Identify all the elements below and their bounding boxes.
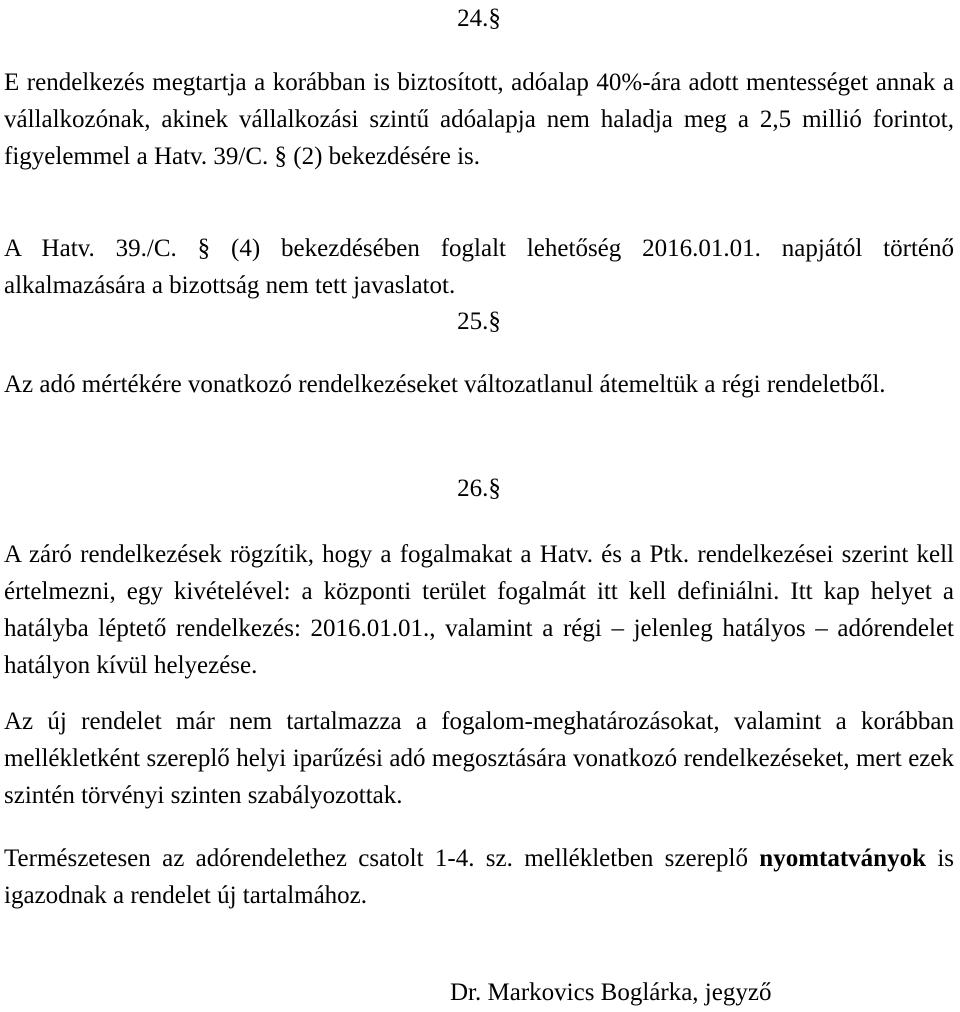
paragraph-3-lead: Természetesen az adórendelethez csatolt 1-4. sz. mellékletben szereplő <box>4 845 748 872</box>
section-25-paragraph-block <box>4 366 954 403</box>
section-26-paragraph-1-block <box>4 536 954 684</box>
section-26-paragraph-3 <box>4 840 954 914</box>
section-25 <box>4 303 954 340</box>
paragraph-3-bold-term: nyomtatványok <box>759 845 926 872</box>
section-26-heading: 26.§ <box>457 475 501 502</box>
section-26 <box>4 470 954 507</box>
section-26-paragraph-3-block <box>4 840 954 914</box>
section-26-paragraph-2: Az új rendelet már nem tartalmazza a fogalom-meghatározásokat, valamint a korábban mellékletként szereplő helyi iparűzési adó megosztására vonatkozó rendelkezéseket, mert ezek szintén törvényi szinten szabályozottak. <box>4 708 954 809</box>
section-26-paragraph-1: A záró rendelkezések rögzítik, hogy a fogalmakat a Hatv. és a Ptk. rendelkezései szerint kell értelmezni, egy kivételével: a központi terület fogalmát itt kell definiálni. Itt kap helyet a hatályba léptető rendelkezés: 2016.01.01., valamint a régi – jelenleg hatályos – adórendelet hatályon kívül helyezése. <box>4 541 954 679</box>
section-24-paragraph-1-block <box>4 64 954 175</box>
paragraph-3-tail: is igazodnak a rendelet új tartalmához. <box>4 845 955 909</box>
section-25-heading: 25.§ <box>457 308 501 335</box>
section-24-paragraph-2-block <box>4 230 954 304</box>
section-24-paragraph-2: A Hatv. 39./C. § (4) bekezdésében foglalt lehetőség 2016.01.01. napjától történő alkalmazására a bizottság nem tett javaslatot. <box>4 235 954 299</box>
section-26-paragraph-2-block <box>4 703 954 814</box>
section-24-paragraph-1: E rendelkezés megtartja a korábban is biztosított, adóalap 40%-ára adott mentességet annak a vállalkozónak, akinek vállalkozási szintű adóalapja nem haladja meg a 2,5 millió forintot, figyelemmel a Hatv. 39/C. § (2) bekezdésére is. <box>4 69 954 170</box>
section-24-heading: 24.§ <box>457 5 501 32</box>
section-24 <box>4 0 954 37</box>
signature: Dr. Markovics Boglárka, jegyző <box>450 979 772 1006</box>
section-25-paragraph: Az adó mértékére vonatkozó rendelkezéseket változatlanul átemeltük a régi rendeletből. <box>4 371 886 398</box>
